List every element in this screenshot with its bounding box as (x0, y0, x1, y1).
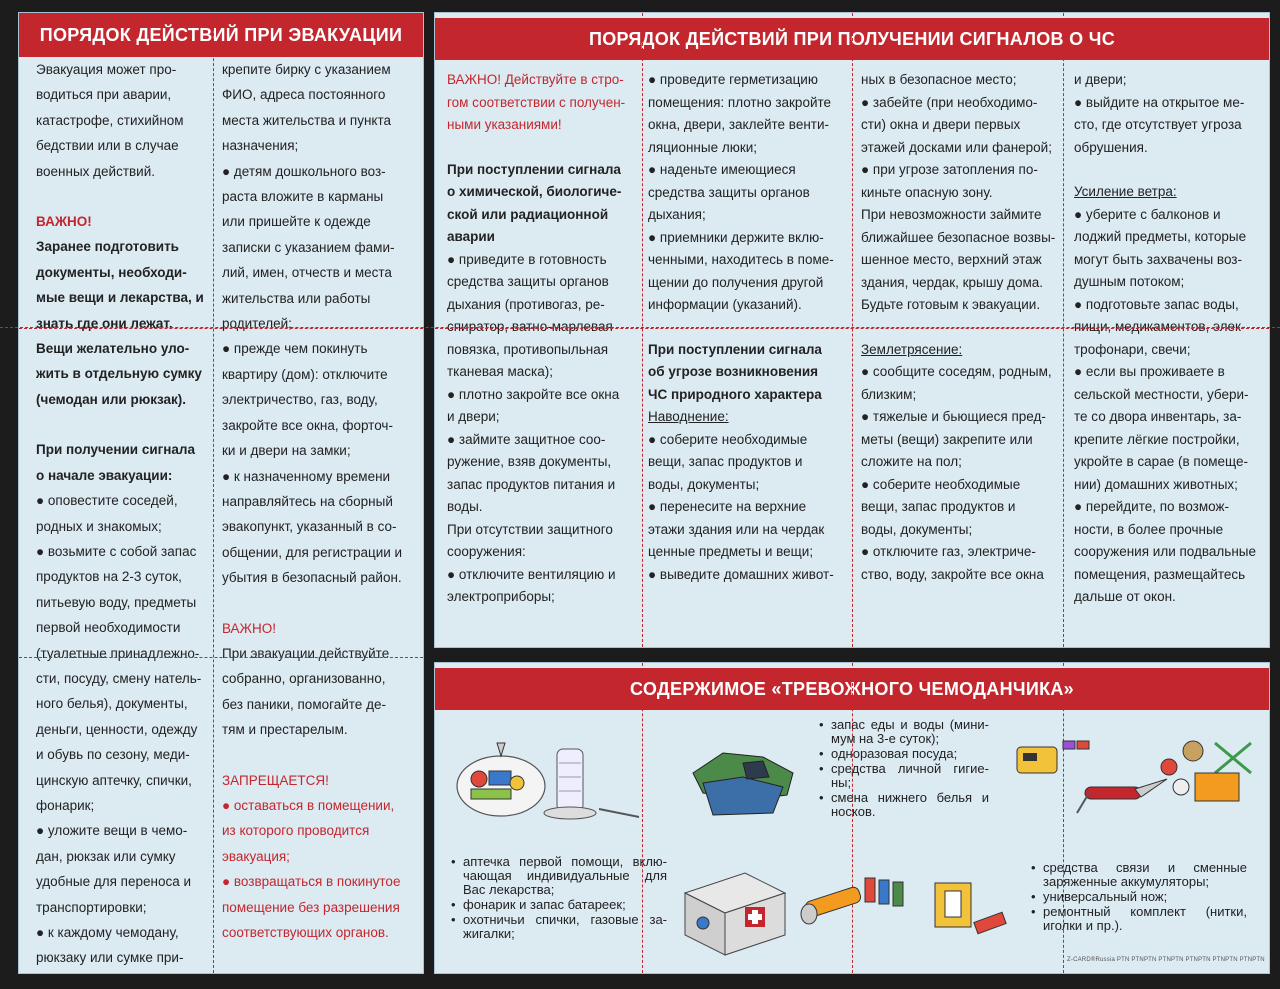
text-line: сложите на пол; (861, 454, 962, 469)
text-line: информации (указаний). (648, 297, 802, 312)
text-line: ● уберите с балконов и (1074, 206, 1221, 222)
text-line: средства защиты органов (447, 274, 609, 289)
text-line: укройте в сарае (в помеще- (1074, 454, 1248, 469)
text-line: лоджий предметы, которые (1074, 229, 1247, 244)
text-line: лий, имен, отчеств и места (222, 265, 392, 281)
text-line: ● прежде чем покинуть (222, 341, 368, 357)
text-line: При поступлении сигнала (648, 341, 822, 357)
text-line: ● при угрозе затопления по- (861, 162, 1038, 177)
text-line: ство, воду, закройте все окна (861, 566, 1044, 582)
text-line: Землетрясение: (861, 341, 963, 357)
kit-item: • средства связи и сменные заряженные аккумуляторы; (1029, 861, 1247, 889)
text-line: воды, документы; (861, 521, 973, 537)
text-line: ● проведите герметизацию (648, 72, 818, 87)
kit-item: • универсальный нож; (1029, 890, 1247, 904)
text-line: киньте опасную зону. (861, 184, 993, 200)
text-line: сти) окна и двери первых (861, 117, 1021, 132)
text-line: воды. (447, 499, 483, 514)
text-line: ● к каждому чемодану, (36, 925, 179, 940)
text-line: ного белья), документы, (36, 696, 188, 712)
signals-panel (434, 12, 1270, 648)
text-line: ценные предметы и вещи; (648, 544, 814, 559)
text-line: ской или радиационной (447, 206, 609, 222)
matches-lighter-illustration (915, 873, 1015, 953)
text-line: ● детям дошкольного воз- (222, 163, 386, 179)
text-line: записки с указанием фами- (222, 239, 395, 255)
kit-list-food (817, 718, 989, 820)
text-line: соответствующих органов. (222, 925, 389, 940)
text-line: ЗАПРЕЩАЕТСЯ! (222, 772, 329, 788)
text-line: раста вложите в карманы (222, 189, 384, 205)
text-line: назначения; (222, 138, 299, 154)
text-line: ● оставаться в помещении, (222, 797, 395, 813)
text-line: помещения: плотно закройте (648, 94, 832, 110)
fold-line (642, 13, 643, 647)
text-line: помещение без разрешения (222, 899, 400, 915)
text-line: дан, рюкзак или сумку (36, 848, 176, 864)
text-line: аварии (447, 229, 495, 244)
text-line: ности, в более прочные (1074, 521, 1224, 537)
text-line (36, 412, 226, 437)
text-line: трофонари, свечи; (1074, 341, 1191, 357)
signals-title: ПОРЯДОК ДЕЙСТВИЙ ПРИ ПОЛУЧЕНИИ СИГНАЛОВ О ЧС (435, 18, 1269, 60)
food-bag-illustration (449, 731, 649, 831)
text-line: При невозможности займите (861, 207, 1042, 222)
text-line: гом соответствии с получен- (447, 94, 626, 110)
text-line: и обувь по сезону, меди- (36, 747, 190, 763)
text-line: из которого проводится (222, 823, 370, 839)
text-line: этажи здания или на чердак (648, 521, 825, 537)
text-line: обрушения. (1074, 139, 1148, 155)
text-line: ● займите защитное соо- (447, 431, 606, 447)
text-line: ● соберите необходимые (861, 476, 1021, 492)
text-line: ● если вы проживаете в (1074, 364, 1225, 379)
text-line: ● наденьте имеющиеся (648, 162, 796, 177)
fold-line (19, 657, 423, 658)
text-line: При поступлении сигнала (447, 161, 621, 177)
text-line: здания, чердак, крышу дома. (861, 274, 1043, 290)
text-line: ● соберите необходимые (648, 431, 808, 447)
text-line: сто, где отсутствует угроза (1074, 117, 1242, 132)
fold-line (435, 328, 1269, 329)
clothes-illustration (683, 743, 813, 823)
text-line: щении до получения другой (648, 274, 824, 290)
text-line: и двери; (1074, 72, 1127, 87)
text-line: крепите бирку с указанием (222, 62, 391, 77)
text-line: ● перейдите, по возмож- (1074, 499, 1230, 514)
kit-item: • запас еды и воды (мини-мум на 3-е суток); (817, 718, 989, 746)
text-line: продуктов на 2-3 суток, (36, 569, 182, 585)
text-line: ● возьмите с собой запас (36, 543, 197, 559)
text-line: этажей досками или фанерой; (861, 139, 1052, 155)
text-line: удобные для переноса и (36, 874, 191, 890)
text-line: окна, двери, заклейте венти- (648, 117, 830, 132)
kit-item: • фонарик и запас батареек; (449, 898, 667, 912)
text-line: родных и знакомых; (36, 518, 162, 534)
text-line: сельской местности, убери- (1074, 386, 1249, 402)
text-line: ВАЖНО! Действуйте в стро- (447, 72, 624, 87)
text-line: вещи, запас продуктов и (861, 499, 1016, 514)
text-line: ● к назначенному времени (222, 468, 391, 484)
text-line: повязка, противопыльная (447, 341, 609, 357)
text-line: сооружения: (447, 544, 526, 559)
text-line: ВАЖНО! (36, 214, 92, 230)
text-line: тям и престарелым. (222, 722, 348, 738)
text-line (1074, 159, 1264, 181)
text-line: нии) домашних животных; (1074, 476, 1238, 492)
text-line: При эвакуации действуйте (222, 645, 390, 661)
text-line: электроприборы; (447, 589, 555, 604)
text-line: сооружения или подвальные (1074, 544, 1256, 559)
kit-title: СОДЕРЖИМОЕ «ТРЕВОЖНОГО ЧЕМОДАНЧИКА» (435, 668, 1269, 710)
text-line: общении, для регистрации и (222, 544, 403, 560)
text-line: крепите лёгкие постройки, (1074, 431, 1240, 447)
kit-list-tools (1029, 861, 1247, 934)
text-line: жить в отдельную сумку (36, 366, 202, 382)
evacuation-panel (18, 12, 424, 974)
text-line: документы, необходи- (36, 264, 187, 280)
text-line: запас продуктов питания и (447, 476, 616, 492)
text-line: электричество, газ, воду, (222, 392, 378, 408)
text-line: ● приведите в готовность (447, 251, 607, 267)
text-line: ● плотно закройте все окна (447, 386, 620, 402)
text-line: знать где они лежат. (36, 315, 173, 331)
footer-code: Z-CARD®Russia PTN PTNPTN PTNPTN PTNPTN PTNPTN PTNPTN (1067, 957, 1265, 963)
text-line: Будьте готовым к эвакуации. (861, 297, 1041, 312)
text-line: цинскую аптечку, спички, (36, 772, 192, 788)
text-line: деньги, ценности, одежду (36, 721, 198, 737)
text-line: ченными, находитесь в поме- (648, 252, 834, 267)
text-line: ● забейте (при необходимо- (861, 94, 1038, 110)
text-line: пищи, медикаментов, элек- (1074, 319, 1246, 334)
text-line: близким; (861, 386, 917, 402)
text-line (447, 137, 637, 159)
text-line: ружение, взяв документы, (447, 454, 612, 469)
kit-item: • одноразовая посуда; (817, 747, 989, 761)
text-line: ВАЖНО! (222, 620, 277, 636)
text-line: помещения, размещайтесь (1074, 566, 1246, 582)
text-line: о химической, биологиче- (447, 184, 622, 199)
text-line (36, 184, 226, 209)
fold-line (213, 13, 214, 973)
text-line (222, 591, 422, 616)
text-line: о начале эвакуации: (36, 467, 173, 483)
text-line: Заранее подготовить (36, 239, 179, 255)
text-line: мые вещи и лекарства, и (36, 290, 204, 306)
text-line: питьевую воду, предметы (36, 594, 197, 610)
text-line: дыхания (противогаз, ре- (447, 296, 605, 312)
text-line: ● тяжелые и бьющиеся пред- (861, 409, 1046, 424)
text-line: Наводнение: (648, 409, 729, 424)
text-line: ляционные люки; (648, 139, 758, 155)
text-line: родителей; (222, 316, 292, 332)
text-line: квартиру (дом): отключите (222, 366, 388, 382)
text-line: (туалетные принадлежно- (36, 645, 200, 661)
text-line: эвакопункт, указанный в со- (222, 519, 397, 535)
text-line: ближайшее безопасное возвы- (861, 229, 1056, 245)
repair-kit-illustration (1155, 733, 1265, 823)
text-line: При отсутствии защитного (447, 521, 613, 537)
text-line: (чемодан или рюкзак). (36, 391, 187, 407)
text-line: собранно, организованно, (222, 671, 386, 687)
text-line: душным потоком; (1074, 274, 1185, 289)
text-line: военных действий. (36, 163, 156, 179)
text-line: тканевая маска); (447, 364, 553, 379)
text-line: бедствии или в случае (36, 138, 179, 154)
text-line: ными указаниями! (447, 117, 562, 132)
text-line: Вещи желательно уло- (36, 341, 190, 357)
text-line: Эвакуация может про- (36, 62, 177, 77)
text-line: воды, документы; (648, 476, 760, 492)
text-line: ФИО, адреса постоянного (222, 87, 386, 103)
kit-list-medical (449, 855, 667, 942)
text-line: ● перенесите на верхние (648, 499, 807, 514)
text-line: дальше от окон. (1074, 589, 1176, 604)
text-line: первой необходимости (36, 620, 181, 636)
text-line: ● отключите вентиляцию и (447, 566, 616, 582)
text-line: об угрозе возникновения (648, 364, 819, 379)
fold-line (1063, 13, 1064, 647)
evacuation-column-1 (36, 57, 226, 971)
text-line: ● выведите домашних живот- (648, 566, 834, 582)
text-line: меты (вещи) закрепите или (861, 431, 1033, 447)
text-line: жительства или работы (222, 290, 371, 306)
text-line: те со двора инвентарь, за- (1074, 409, 1242, 424)
evacuation-column-2 (222, 57, 422, 945)
text-line: ● отключите газ, электриче- (861, 544, 1036, 559)
signals-column-4 (1074, 69, 1264, 609)
kit-item: • охотничьи спички, газовые за-жигалки; (449, 913, 667, 941)
kit-item: • аптечка первой помощи, вклю-чающая индивидуальные для Вас лекарства; (449, 855, 667, 897)
text-line: транспортировки; (36, 899, 147, 915)
fold-line (0, 327, 1280, 328)
text-line: ● уложите вещи в чемо- (36, 823, 188, 839)
flashlight-illustration (795, 868, 915, 948)
text-line: водиться при аварии, (36, 87, 172, 103)
text-line: эвакуация; (222, 848, 290, 864)
first-aid-kit-illustration (675, 863, 795, 963)
text-line: ЧС природного характера (648, 386, 822, 402)
text-line: ● сообщите соседям, родным, (861, 364, 1052, 379)
text-line: и двери; (447, 409, 500, 424)
text-line: дыхания; (648, 207, 706, 222)
emergency-kit-panel (434, 662, 1270, 974)
kit-item: • ремонтный комплект (нитки, иголки и пр.). (1029, 905, 1247, 933)
text-line: фонарик; (36, 797, 95, 813)
text-line: сти, посуду, смену натель- (36, 670, 202, 686)
kit-item: • смена нижнего белья и носков. (817, 791, 989, 819)
text-line: ки и двери на замки; (222, 443, 351, 459)
text-line: При получении сигнала (36, 442, 195, 458)
text-line: убытия в безопасный район. (222, 570, 402, 586)
text-line: ● подготовьте запас воды, (1074, 296, 1239, 312)
text-line: направляйтесь на сборный (222, 493, 393, 509)
text-line: ● оповестите соседей, (36, 493, 178, 509)
text-line (222, 743, 422, 768)
text-line: шенное место, верхний этаж (861, 252, 1042, 267)
text-line: могут быть захвачены воз- (1074, 251, 1242, 267)
evacuation-title: ПОРЯДОК ДЕЙСТВИЙ ПРИ ЭВАКУАЦИИ (19, 13, 423, 57)
text-line: или пришейте к одежде (222, 214, 371, 230)
text-line: ● возвращаться в покинутое (222, 874, 401, 890)
fold-line (852, 13, 853, 647)
text-line: спиратор, ватно-марлевая (447, 319, 613, 334)
text-line: закройте все окна, форточ- (222, 417, 393, 433)
kit-item: • средства личной гигие-ны; (817, 762, 989, 790)
signals-column-1 (447, 69, 637, 609)
text-line: катастрофе, стихийном (36, 112, 184, 128)
text-line: вещи, запас продуктов и (648, 454, 803, 469)
text-line: рюкзаку или сумке при- (36, 950, 184, 966)
text-line: ● приемники держите вклю- (648, 229, 824, 245)
text-line: Усиление ветра: (1074, 184, 1177, 199)
fold-line (19, 328, 423, 329)
text-line: ● выйдите на открытое ме- (1074, 94, 1245, 110)
text-line: без паники, помогайте де- (222, 696, 386, 712)
text-line: ных в безопасное место; (861, 72, 1017, 87)
text-line: места жительства и пункта (222, 112, 392, 128)
text-line: средства защиты органов (648, 184, 810, 200)
